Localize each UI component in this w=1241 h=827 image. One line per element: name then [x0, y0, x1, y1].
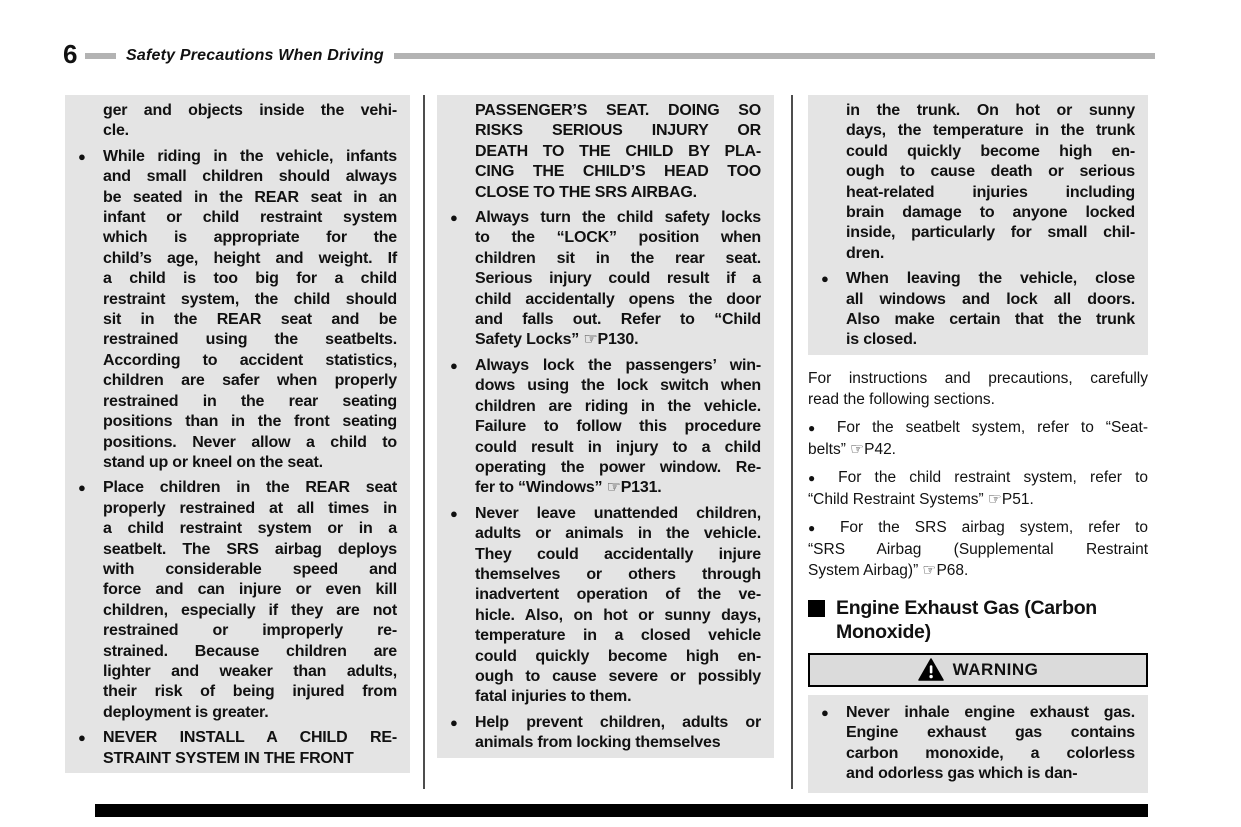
paragraph-lines [475, 504, 761, 708]
text-line: restraint system, the child should [103, 290, 397, 308]
text-line: Never inhale engine exhaust gas. [846, 703, 1135, 721]
paragraph [65, 728, 410, 769]
text-line: ough to cause severe or possibly [475, 667, 761, 685]
text-line: carbon monoxide, a colorless [846, 744, 1135, 762]
text-line: For instructions and precautions, carefully [808, 369, 1148, 387]
text-line: fatal injuries to them. [475, 688, 632, 706]
bullet-icon: ● [78, 480, 86, 496]
paragraph [808, 368, 1148, 410]
paragraph-lines [475, 208, 761, 351]
text-line: inside, particularly for small chil- [846, 224, 1135, 242]
footer-bar [95, 804, 1148, 817]
text-line: When leaving the vehicle, close [846, 270, 1135, 288]
warning-label: WARNING [952, 659, 1039, 679]
text-line: seatbelt. The SRS airbag deploys [103, 540, 397, 558]
text-line: could quickly become high en- [846, 142, 1135, 160]
paragraph-lines [103, 728, 397, 769]
text-line: be seated in the REAR seat in an [103, 188, 397, 206]
paragraph [437, 356, 774, 499]
warning-panel-center [437, 95, 774, 758]
paragraph [808, 101, 1148, 264]
text-line: which is appropriate for the [103, 229, 397, 247]
text-line: Safety Locks” ☞P130. [475, 331, 639, 349]
text-line: brain damage to anyone locked [846, 204, 1135, 222]
column-right [808, 95, 1148, 793]
text-line: ● For the seatbelt system, refer to “Seat- [808, 418, 1149, 436]
text-line: RISKS SERIOUS INJURY OR [475, 122, 761, 140]
column-left [65, 95, 410, 773]
text-line: temperature in a closed vehicle [475, 627, 761, 645]
text-line: themselves or others through [475, 565, 761, 583]
bullet-icon: ● [821, 271, 829, 287]
text-line: child accidentally opens the door [475, 290, 761, 308]
text-line: operating the power window. Re- [475, 458, 761, 476]
text-line: days, the temperature in the trunk [846, 122, 1135, 140]
text-line: dren. [846, 244, 885, 262]
text-line: read the following sections. [808, 390, 995, 408]
text-line: with considerable speed and [103, 560, 397, 578]
paragraph-lines [103, 147, 397, 474]
text-line: cle. [103, 122, 129, 140]
text-line: is closed. [846, 331, 917, 349]
text-line: ger and objects inside the vehi- [103, 102, 397, 119]
text-line: positions than in the front seating [103, 413, 397, 431]
bullet-icon: ● [450, 505, 458, 521]
text-line: all windows and lock all doors. [846, 290, 1135, 308]
text-line: deployment is greater. [103, 703, 269, 721]
text-line: According to accident statistics, [103, 351, 397, 369]
warning-triangle-icon [918, 658, 944, 681]
text-line: While riding in the vehicle, infants [103, 147, 397, 165]
text-line: Also make certain that the trunk [846, 311, 1135, 329]
text-line: could quickly become high en- [475, 647, 761, 665]
text-line: could result in injury to a child [475, 438, 761, 456]
reference-list [808, 368, 1148, 581]
text-line: restrained in the rear seating [103, 392, 397, 410]
paragraph [65, 478, 410, 723]
text-line: children are safer when properly [103, 372, 397, 390]
bullet-icon: ● [450, 357, 458, 373]
text-line: heat-related injuries including [846, 183, 1135, 201]
text-line: properly restrained at all times in [103, 499, 397, 517]
text-line: Always turn the child safety locks [475, 209, 761, 227]
text-line: their risk of being injured from [103, 683, 397, 701]
text-line: System Airbag)” ☞P68. [808, 561, 969, 579]
bullet-icon: ● [821, 704, 829, 720]
text-line: child’s age, height and weight. If [103, 249, 397, 267]
bullet-icon: ● [808, 470, 825, 485]
paragraph [437, 101, 774, 203]
heading-line: Engine Exhaust Gas (Carbon [836, 596, 1097, 619]
text-line: CING THE CHILD’S HEAD TOO [475, 163, 761, 181]
section-heading-text [836, 596, 1097, 644]
column-center [437, 95, 774, 758]
paragraph-lines [475, 356, 761, 499]
paragraph-lines [103, 101, 397, 142]
text-line: Place children in the REAR seat [103, 479, 397, 497]
text-line: hicle. Also, on hot or sunny days, [475, 606, 761, 624]
paragraph [808, 467, 1148, 510]
bullet-icon: ● [78, 730, 86, 746]
warning-panel-exhaust [808, 695, 1148, 793]
text-line: Serious injury could result if a [475, 270, 761, 288]
paragraph [437, 713, 774, 754]
paragraph [808, 703, 1148, 785]
text-line: a child restraint system or in a [103, 520, 397, 538]
bullet-icon: ● [450, 210, 458, 226]
text-line: Failure to follow this procedure [475, 418, 761, 436]
text-line: PASSENGER’S SEAT. DOING SO [475, 102, 761, 119]
heading-line: Monoxide) [836, 620, 931, 643]
text-line: and odorless gas which is dan- [846, 765, 1078, 783]
text-line: “Child Restraint Systems” ☞P51. [808, 490, 1034, 508]
text-line: They could accidentally injure [475, 545, 761, 563]
paragraph-lines [846, 269, 1135, 351]
text-line: belts” ☞P42. [808, 440, 896, 458]
text-line: STRAINT SYSTEM IN THE FRONT [103, 749, 354, 767]
text-line: CLOSE TO THE SRS AIRBAG. [475, 183, 697, 201]
text-line: dows using the lock switch when [475, 377, 761, 395]
text-line: ● For the SRS airbag system, refer to [808, 518, 1148, 536]
page-title: Safety Precautions When Driving [116, 45, 394, 67]
text-line: Always lock the passengers’ win- [475, 356, 761, 374]
paragraph [437, 504, 774, 708]
paragraph [808, 269, 1148, 351]
text-line: ough to cause death or serious [846, 163, 1135, 181]
text-line: restrained or improperly re- [103, 622, 397, 640]
text-line: animals from locking themselves [475, 734, 721, 752]
text-line: strained. Because children are [103, 642, 397, 660]
text-line: fer to “Windows” ☞P131. [475, 479, 662, 497]
text-line: and small children should always [103, 168, 397, 186]
paragraph-lines [103, 478, 397, 723]
text-line: stand up or kneel on the seat. [103, 453, 323, 471]
text-line: infant or child restraint system [103, 209, 397, 227]
text-line: Never leave unattended children, [475, 504, 761, 522]
text-line: and falls out. Refer to “Child [475, 311, 761, 329]
warning-panel-left [65, 95, 410, 773]
warning-panel-right [808, 95, 1148, 355]
column-divider [791, 95, 793, 789]
paragraph [808, 517, 1148, 581]
text-line: children, especially if they are not [103, 601, 397, 619]
page-number: 6 [63, 39, 78, 69]
bullet-icon: ● [450, 714, 458, 730]
text-line: children sit in the rear seat. [475, 249, 761, 267]
text-line: NEVER INSTALL A CHILD RE- [103, 729, 397, 747]
bullet-icon: ● [808, 520, 826, 535]
text-line: Engine exhaust gas contains [846, 724, 1135, 742]
text-line: Help prevent children, adults or [475, 713, 761, 731]
text-line: to the “LOCK” position when [475, 229, 761, 247]
text-line: children are riding in the vehicle. [475, 397, 761, 415]
text-line: positions. Never allow a child to [103, 433, 397, 451]
paragraph-lines [475, 713, 761, 754]
paragraph [65, 147, 410, 474]
paragraph-lines [846, 703, 1135, 785]
text-line: in the trunk. On hot or sunny [846, 102, 1135, 119]
column-divider [423, 95, 425, 789]
bullet-icon: ● [808, 420, 823, 435]
paragraph [808, 417, 1148, 460]
warning-header-box [808, 653, 1148, 687]
text-line: inadvertent operation of the ve- [475, 586, 761, 604]
text-line: ● For the child restraint system, refer to [808, 468, 1149, 486]
section-heading [808, 596, 1148, 644]
bullet-icon: ● [78, 148, 86, 164]
paragraph-lines [475, 101, 761, 203]
text-line: restrained using the seatbelts. [103, 331, 397, 349]
text-line: sit in the REAR seat and be [103, 311, 397, 329]
black-square-icon [808, 600, 825, 617]
paragraph [65, 101, 410, 142]
text-line: a child is too big for a child [103, 270, 397, 288]
paragraph-lines [846, 101, 1135, 264]
text-line: force and can injure or even kill [103, 581, 397, 599]
text-line: “SRS Airbag (Supplemental Restraint [808, 540, 1148, 558]
text-line: adults or animals in the vehicle. [475, 525, 761, 543]
text-line: DEATH TO THE CHILD BY PLA- [475, 142, 761, 160]
text-line: lighter and weaker than adults, [103, 662, 397, 680]
paragraph [437, 208, 774, 351]
